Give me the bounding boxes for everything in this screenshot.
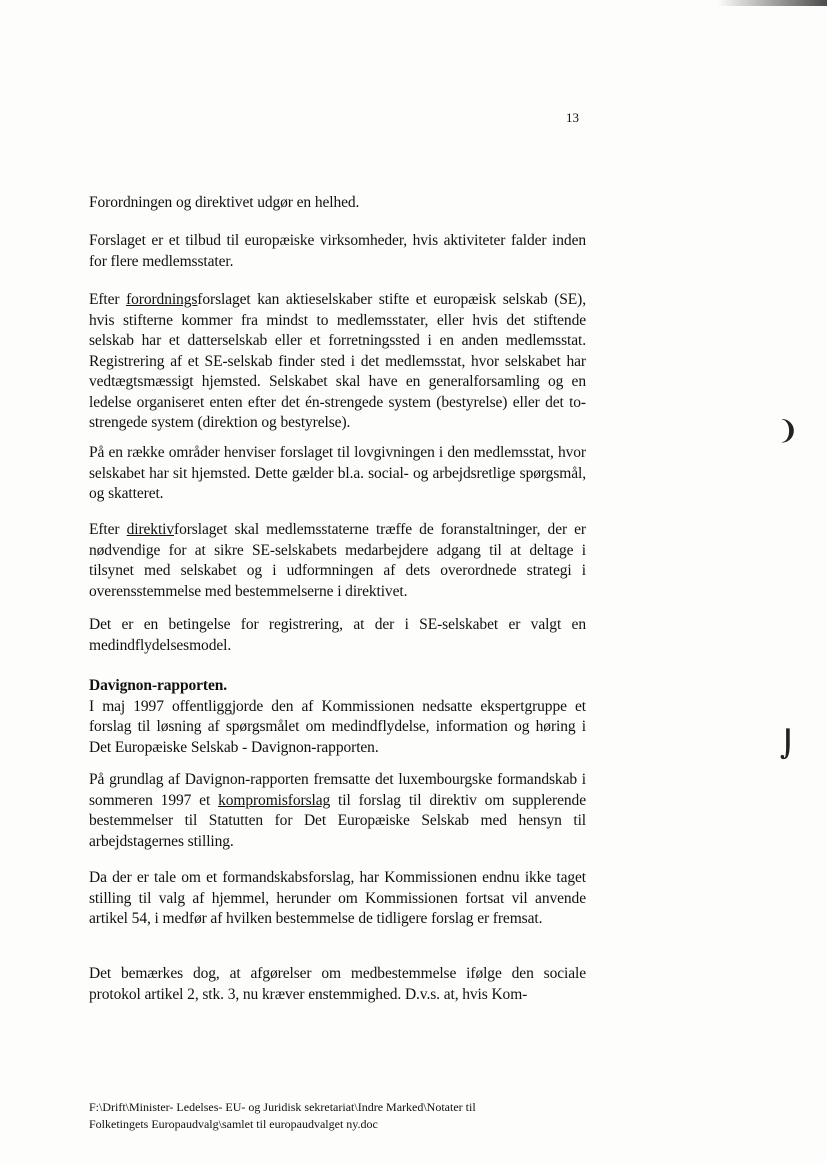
- paragraph-text: [89, 770, 586, 852]
- paragraph-8: [89, 770, 586, 852]
- paragraph-2: [89, 231, 586, 272]
- text-run: På grundlag af Davignon-rapporten fremsatte det luxembourgske formandskab i sommeren 1997 et: [89, 771, 586, 809]
- margin-bracket-mark: ⌡: [780, 730, 796, 760]
- paragraph-10: [89, 964, 586, 1005]
- footer-line: F:\Drift\Minister- Ledelses- EU- og Juridisk sekretariat\Indre Marked\Notater til: [89, 1100, 476, 1114]
- margin-bracket-mark: ❩: [777, 416, 799, 446]
- text-run: Efter: [89, 291, 127, 308]
- page-number: 13: [566, 110, 579, 125]
- paragraph-1: [89, 193, 586, 214]
- paragraph-text: Da der er tale om et formandskabsforslag, har Kommissionen endnu ikke taget stilling til valg af hjemmel, herunder om Kommissionen fortsat vil anvende artikel 54, i medfør af hvilken bestemmelse de tidligere forslag er fremsat.: [89, 869, 586, 927]
- text-run: til forslag til direktiv om supplerende bestemmelser til Statutten for Det Europæiske Selskab med hensyn til arbejdstagernes stilling.: [89, 791, 586, 850]
- paragraph-text: Forslaget er et tilbud til europæiske virksomheder, hvis aktiviteter falder inden for flere medlemsstater.: [89, 232, 586, 270]
- underlined-term: forordnings: [126, 291, 198, 308]
- underlined-term: kompromisforslag: [218, 791, 331, 809]
- paragraph-text: [89, 520, 586, 602]
- paragraph-7: [89, 676, 586, 758]
- paragraph-text: Det er en betingelse for registrering, at der i SE-selskabet er valgt en medindflydelsesmodel.: [89, 616, 586, 654]
- underlined-term: direktiv: [126, 521, 175, 538]
- paragraph-text: Det bemærkes dog, at afgørelser om medbestemmelse ifølge den sociale protokol artikel 2, stk. 3, nu kræver enstemmighed. D.v.s. at, hvis Kom-: [89, 965, 586, 1003]
- paragraph-6: [89, 615, 586, 656]
- section-heading: Davignon-rapporten.: [89, 677, 228, 694]
- scan-edge-shadow: [717, 0, 827, 6]
- paragraph-text: Forordningen og direktivet udgør en helhed.: [89, 194, 360, 211]
- text-run: forslaget kan aktieselskaber stifte et europæisk selskab (SE), hvis stifterne kommer fra mindst to medlemsstater, eller hvis det stiftende selskab har et datterselskab eller et forretningssted i en anden medlemsstat. Registrering af et SE-selskab finder sted i det medlemsstat, hvor selskabet har vedtægtsmæssigt hjemsted. Selskabet skal have en generalforsamling og en ledelse organiseret enten efter det én-strengede system (bestyrelse) eller det to-strengede system (direktion og bestyrelse).: [89, 291, 586, 431]
- paragraph-4: [89, 443, 586, 505]
- paragraph-5: [89, 520, 586, 602]
- paragraph-3: [89, 290, 586, 434]
- paragraph-9: [89, 868, 586, 930]
- footer-file-path: [89, 1099, 609, 1133]
- paragraph-text: [89, 290, 586, 434]
- footer-line: Folketingets Europaudvalg\samlet til europaudvalget ny.doc: [89, 1117, 378, 1131]
- paragraph-text: I maj 1997 offentliggjorde den af Kommissionen nedsatte ekspertgruppe et forslag til løsning af spørgsmålet om medindflydelse, information og høring i Det Europæiske Selskab - Davignon-rapporten.: [89, 697, 586, 756]
- text-run: Efter: [89, 521, 127, 538]
- paragraph-text: På en række områder henviser forslaget til lovgivningen i den medlemsstat, hvor selskabet har sit hjemsted. Dette gælder bl.a. social- og arbejdsretlige spørgsmål, og skatteret.: [89, 444, 586, 502]
- text-run: forslaget skal medlemsstaterne træffe de foranstaltninger, der er nødvendige for at sikre SE-selskabets medarbejdere adgang til at deltage i tilsynet med selskabet og i udformningen af dets overordnede strategi i overensstemmelse med bestemmelserne i direktivet.: [89, 521, 586, 600]
